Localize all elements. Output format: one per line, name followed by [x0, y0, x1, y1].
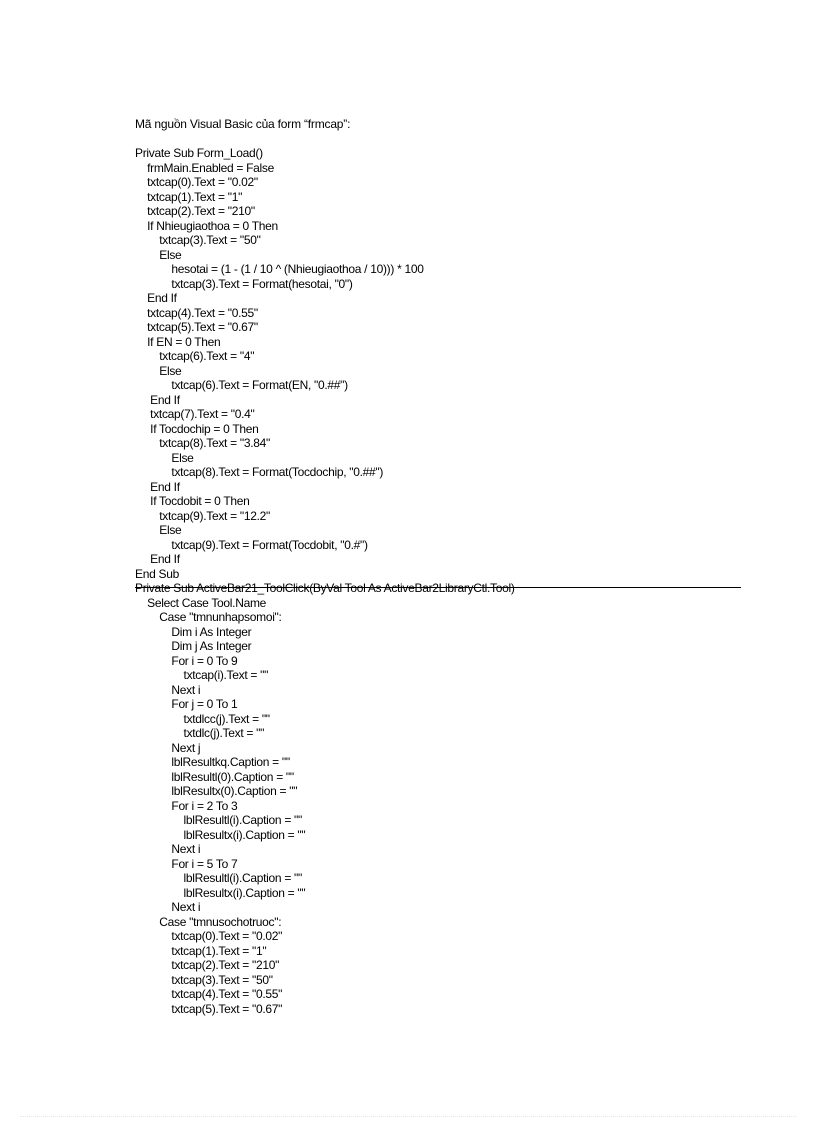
- code-line: txtcap(8).Text = Format(Tocdochip, "0.##"): [135, 465, 384, 479]
- code-line: txtcap(0).Text = "0.02": [135, 929, 283, 943]
- code-line: Else: [135, 247, 182, 262]
- code-line: txtcap(3).Text = Format(hesotai, "0"): [135, 276, 353, 291]
- code-line: Next i: [135, 842, 201, 856]
- code-line: End Sub: [135, 566, 179, 581]
- code-line: txtcap(i).Text = "": [135, 668, 269, 682]
- code-line: Private Sub ActiveBar21_ToolClick(ByVal Tool As ActiveBar2LibraryCtl.Tool): [135, 581, 515, 595]
- code-line: If EN = 0 Then: [135, 334, 221, 349]
- code-line: For j = 0 To 1: [135, 697, 238, 711]
- code-line: If Tocdobit = 0 Then: [135, 494, 250, 508]
- code-line: lblResultx(i).Caption = "": [135, 885, 306, 900]
- code-line: txtcap(8).Text = "3.84": [135, 436, 270, 450]
- code-line: End If: [135, 291, 177, 305]
- code-line: txtcap(9).Text = Format(Tocdobit, "0.#"): [135, 537, 368, 552]
- code-line: txtcap(0).Text = "0.02": [135, 175, 258, 189]
- code-line: End If: [135, 392, 180, 407]
- code-line: Else: [135, 450, 194, 465]
- code-line: txtdlcc(j).Text = "": [135, 711, 270, 726]
- code-line: lblResultx(i).Caption = "": [135, 827, 306, 842]
- code-line: Next i: [135, 900, 201, 914]
- code-line: If Tocdochip = 0 Then: [135, 421, 259, 436]
- code-line: txtcap(4).Text = "0.55": [135, 987, 283, 1001]
- page-footer-line: [20, 1116, 796, 1117]
- code-line: frmMain.Enabled = False: [135, 160, 274, 175]
- code-line: lblResultl(i).Caption = "": [135, 871, 302, 885]
- code-line: Dim j As Integer: [135, 639, 252, 653]
- code-line: txtcap(1).Text = "1": [135, 189, 243, 204]
- code-line: txtcap(9).Text = "12.2": [135, 508, 270, 523]
- code-line: End If: [135, 479, 180, 494]
- code-line: lblResultkq.Caption = "": [135, 755, 290, 769]
- code-line: txtcap(2).Text = "210": [135, 958, 280, 972]
- code-line: Dim i As Integer: [135, 624, 252, 639]
- document-heading: Mã nguồn Visual Basic của form “frmcap”:: [135, 117, 351, 131]
- code-line: lblResultl(0).Caption = "": [135, 769, 294, 784]
- code-line: txtdlc(j).Text = "": [135, 726, 265, 740]
- code-line: txtcap(4).Text = "0.55": [135, 305, 258, 320]
- code-line: Case "tmnusochotruoc":: [135, 914, 282, 929]
- code-line: txtcap(6).Text = "4": [135, 349, 255, 363]
- section-divider: [135, 587, 741, 588]
- code-line: Next j: [135, 740, 201, 755]
- code-line: Select Case Tool.Name: [135, 595, 267, 610]
- code-line: lblResultl(i).Caption = "": [135, 813, 302, 827]
- code-line: txtcap(3).Text = "50": [135, 233, 261, 247]
- code-line: Case "tmnunhapsomoi":: [135, 610, 282, 624]
- code-line: Private Sub Form_Load(): [135, 146, 263, 160]
- code-line: Else: [135, 363, 182, 378]
- code-line: txtcap(7).Text = "0.4": [135, 407, 255, 421]
- code-line: txtcap(2).Text = "210": [135, 204, 255, 218]
- code-line: txtcap(1).Text = "1": [135, 943, 267, 958]
- code-line: For i = 2 To 3: [135, 798, 238, 813]
- code-line: For i = 5 To 7: [135, 856, 238, 871]
- code-line: If Nhieugiaothoa = 0 Then: [135, 218, 278, 233]
- code-line: txtcap(5).Text = "0.67": [135, 320, 258, 334]
- code-line: txtcap(5).Text = "0.67": [135, 1001, 283, 1016]
- code-line: lblResultx(0).Caption = "": [135, 784, 298, 798]
- code-line: Else: [135, 523, 182, 537]
- code-line: txtcap(3).Text = "50": [135, 972, 273, 987]
- code-line: txtcap(6).Text = Format(EN, "0.##"): [135, 378, 348, 392]
- code-line: hesotai = (1 - (1 / 10 ^ (Nhieugiaothoa / 10))) * 100: [135, 262, 424, 276]
- code-line: Next i: [135, 682, 201, 697]
- code-line: End If: [135, 552, 180, 566]
- code-line: For i = 0 To 9: [135, 653, 238, 668]
- code-listing: [135, 146, 745, 1016]
